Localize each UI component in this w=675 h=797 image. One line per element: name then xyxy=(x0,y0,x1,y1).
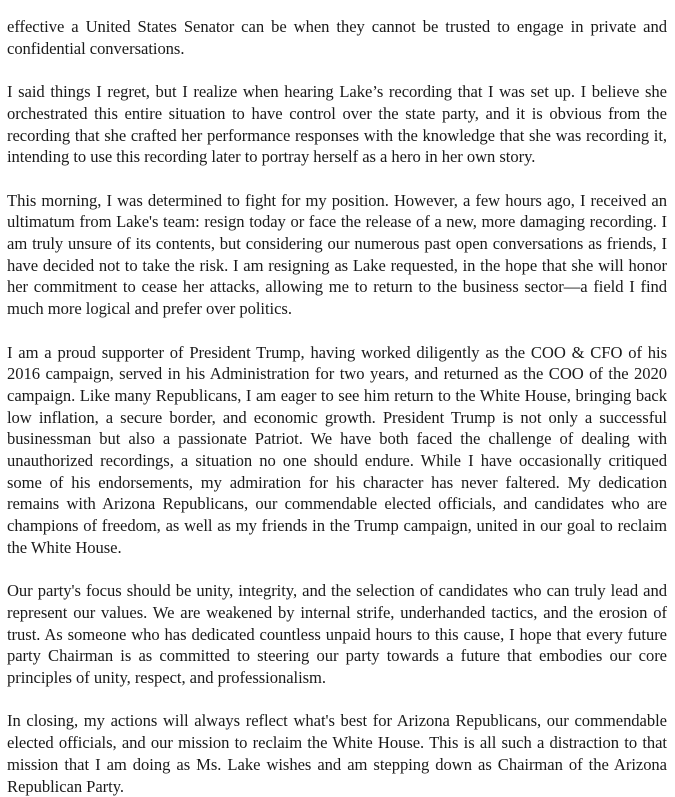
paragraph-senator-trust: effective a United States Senator can be when they cannot be trusted to engage in private and confidential conversations. xyxy=(7,17,667,58)
paragraph-closing: In closing, my actions will always reflect what's best for Arizona Republicans, our commendable elected officials, and our mission to reclaim the White House. This is all such a distraction to that mission that I am doing as Ms. Lake wishes and am stepping down as Chairman of the Arizona Republican Party. xyxy=(7,711,667,796)
paragraph-trump-support: I am a proud supporter of President Trump, having worked diligently as the COO & CFO of his 2016 campaign, served in his Administration for two years, and returned as the COO of the 2020 campaign. Like many Republicans, I am eager to see him return to the White House, bringing back low inflation, a secure border, and economic growth. President Trump is not only a successful businessman but also a passionate Patriot. We have both faced the challenge of dealing with unauthorized recordings, a situation no one should endure. While I have occasionally critiqued some of his endorsements, my admiration for his character has never faltered. My dedication remains with Arizona Republicans, our commendable elected officials, and candidates who are champions of freedom, as well as my friends in the Trump campaign, united in our goal to reclaim the White House. xyxy=(7,342,667,557)
paragraph-recording-setup: I said things I regret, but I realize when hearing Lake’s recording that I was set up. I believe she orchestrated this entire situation to have control over the state party, and it is obvious from the recording that she crafted her performance responses with the knowledge that she was recording it, intending to use this recording later to portray herself as a hero in her own story. xyxy=(7,82,667,167)
paragraph-ultimatum-resignation: This morning, I was determined to fight for my position. However, a few hours ago, I received an ultimatum from Lake's team: resign today or face the release of a new, more damaging recording. I am truly unsure of its contents, but considering our numerous past open conversations as friends, I have decided not to take the risk. I am resigning as Lake requested, in the hope that she will honor her commitment to cease her attacks, allowing me to return to the business sector—a field I find much more logical and prefer over politics. xyxy=(7,190,667,319)
paragraph-party-focus: Our party's focus should be unity, integrity, and the selection of candidates who can truly lead and represent our values. We are weakened by internal strife, underhanded tactics, and the erosion of trust. As someone who has dedicated countless unpaid hours to this cause, I hope that every future party Chairman is as committed to steering our party towards a future that embodies our core principles of unity, respect, and professionalism. xyxy=(7,581,667,688)
